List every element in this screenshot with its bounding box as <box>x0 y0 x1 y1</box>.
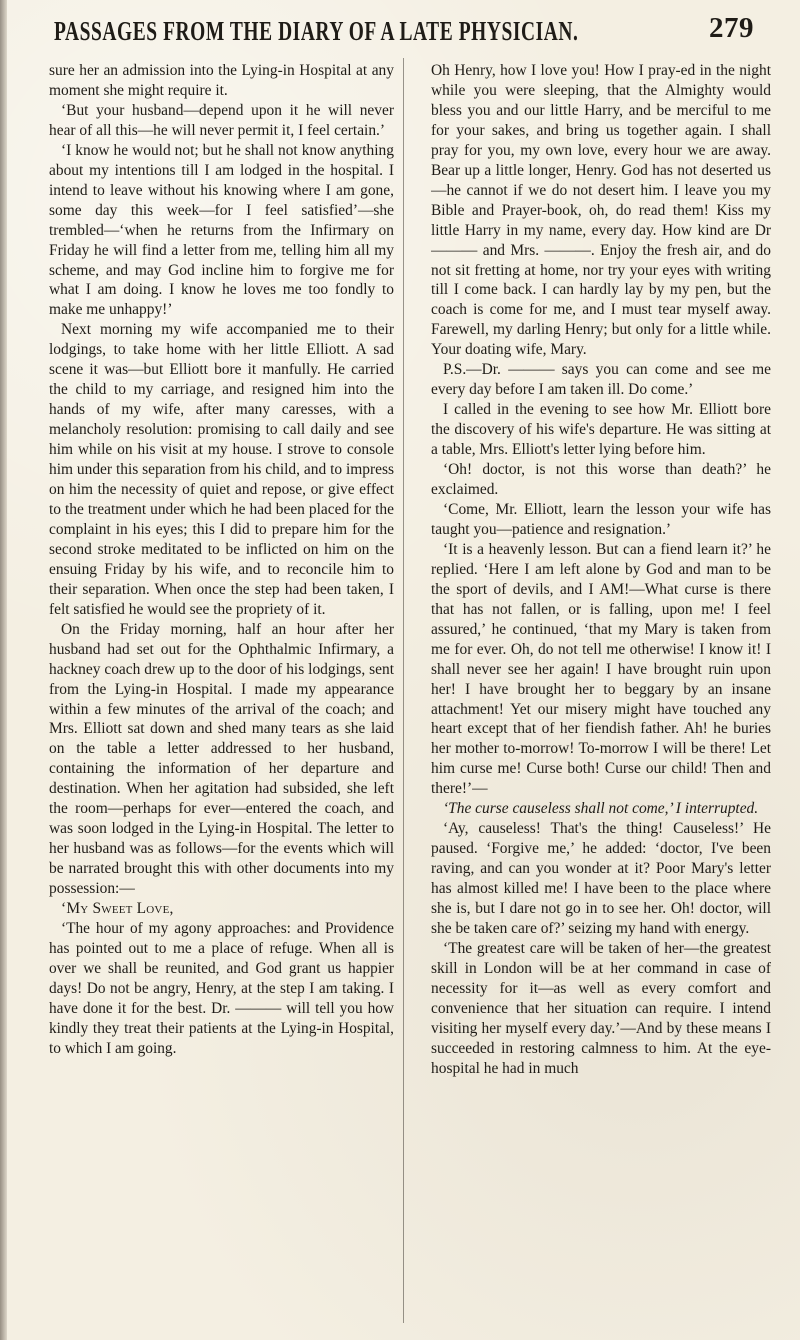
left-paragraph-4: Next morning my wife accompanied me to their lodgings, to take home with her little Elliott. A sad scene it was—but Elliott bore it manfully. He carried the child to my carriage, and resigned him into the hands of my wife, after many caresses, with a melancholy resolution: promising to call daily and see him while on his visit at my house. I strove to console him under this separation from his child, and to impress on him the necessity of quiet and repose, or give effect to the treatment under which he had been placed for the complaint in his eyes; this I did to prepare him for the second stroke meditated to be inflicted on him on the ensuing Friday by his wife, and to reconcile him to their separation. When once the step had been taken, I felt satisfied he would see the propriety of it. <box>49 321 394 618</box>
left-text-column <box>49 61 394 1321</box>
right-paragraph-7: ‘The curse causeless shall not come,’ I interrupted. <box>443 800 759 818</box>
left-paragraph-3: ‘I know he would not; but he shall not know anything about my intentions till I am lodged in the hospital. I intend to leave without his knowing where I am gone, some day this week—for I feel satisfied’—she trembled—‘when he returns from the Infirmary on Friday he will find a letter from me, telling him all my scheme, and may God incline him to forgive me for what I am doing. I know he loves me too fondly to make me unhappy!’ <box>49 141 394 319</box>
left-paragraph-2: ‘But your husband—depend upon it he will never hear of all this—he will never permit it, I feel certain.’ <box>49 101 394 139</box>
right-paragraph-3: I called in the evening to see how Mr. Elliott bore the discovery of his wife's departure. He was sitting at a table, Mrs. Elliott's letter lying before him. <box>431 401 771 459</box>
right-text-column <box>431 61 771 1321</box>
letter-opening-paragraph: ‘The hour of my agony approaches: and Providence has pointed out to me a place of refuge. When all is over we shall be reunited, and God grant us happier days! Do not be angry, Henry, at the step I am taking. I have done it for the best. Dr. ——— will tell you how kindly they treat their patients at the Lying-in Hospital, to which I am going. <box>49 919 394 1057</box>
left-paragraph-5: On the Friday morning, half an hour after her husband had set out for the Ophthalmic Infirmary, a hackney coach drew up to the door of his lodgings, sent from the Lying-in Hospital. I made my appearance within a few minutes of the arrival of the coach; and Mrs. Elliott sat down and shed many tears as she laid on the table a letter addressed to her husband, containing the information of her departure and destination. When her agitation had subsided, she left the room—perhaps for ever—entered the coach, and was soon lodged in the Lying-in Hospital. The letter to her husband was as follows—for the events which will be narrated brought this with other documents into my possession:— <box>49 620 394 898</box>
running-title: PASSAGES FROM THE DIARY OF A LATE PHYSICIAN. <box>54 16 579 46</box>
right-paragraph-6: ‘It is a heavenly lesson. But can a fiend learn it?’ he replied. ‘Here I am left alone by God and man to be the sport of devils, and I AM!—What curse is there that has not fallen, or is falling, upon me! I feel assured,’ he continued, ‘that my Mary is taken from me for ever. Oh, do not tell me otherwise! I know it! I shall never see her again! I have brought ruin upon her! I have brought her to beggary by an insane attachment! Yet our misery might have touched any heart except that of her fiendish father. Ah! he buries her mother to-morrow! To-morrow I will be there! Let him curse me! Curse both! Curse our child! Then and there!’— <box>431 540 771 798</box>
left-paragraph-1: sure her an admission into the Lying-in Hospital at any moment she might require it. <box>49 62 394 99</box>
page-header <box>54 12 754 54</box>
page-edge-shadow <box>0 0 7 1340</box>
right-paragraph-9: ‘The greatest care will be taken of her—the greatest skill in London will be at her command in case of necessity for it—as well as every comfort and convenience that her situation can require. I intend visiting her myself every day.’—And by these means I succeeded in restoring calmness to him. At the eye-hospital he had in much <box>431 939 771 1077</box>
letter-salutation: ‘My Sweet Love, <box>61 900 174 918</box>
right-paragraph-2: P.S.—Dr. ——— says you can come and see me every day before I am taken ill. Do come.’ <box>431 361 771 399</box>
right-paragraph-5: ‘Come, Mr. Elliott, learn the lesson your wife has taught you—patience and resignation.’ <box>431 500 771 538</box>
page-number: 279 <box>709 12 754 44</box>
column-divider <box>403 58 404 1323</box>
right-paragraph-1: Oh Henry, how I love you! How I pray-ed in the night while you were sleeping, that the Almighty would bless you and our little Harry, and be merciful to me for your sakes, and bring us together again. I shall pray for you, my own love, every hour we are away. Bear up a little longer, Henry. God has not deserted us—he cannot if we do not desert him. I leave you my Bible and Prayer-book, oh, do read them! Kiss my little Harry in my name, every day. How kind are Dr ——— and Mrs. ———. Enjoy the fresh air, and do not sit fretting at home, nor try your eyes with writing till I come back. I can hardly lay by my pen, but the coach is come for me, and I must tear myself away. Farewell, my darling Henry; but only for a little while. Your doating wife, Mary. <box>431 62 771 359</box>
right-paragraph-8: ‘Ay, causeless! That's the thing! Causeless!’ He paused. ‘Forgive me,’ he added: ‘doctor, I've been raving, and can you wonder at it? Poor Mary's letter has almost killed me! I have been to the place where she is, but I dare not go in to see her. Oh! doctor, will she be taken care of?’ seizing my hand with energy. <box>431 820 771 937</box>
right-paragraph-4: ‘Oh! doctor, is not this worse than death?’ he exclaimed. <box>431 461 771 499</box>
